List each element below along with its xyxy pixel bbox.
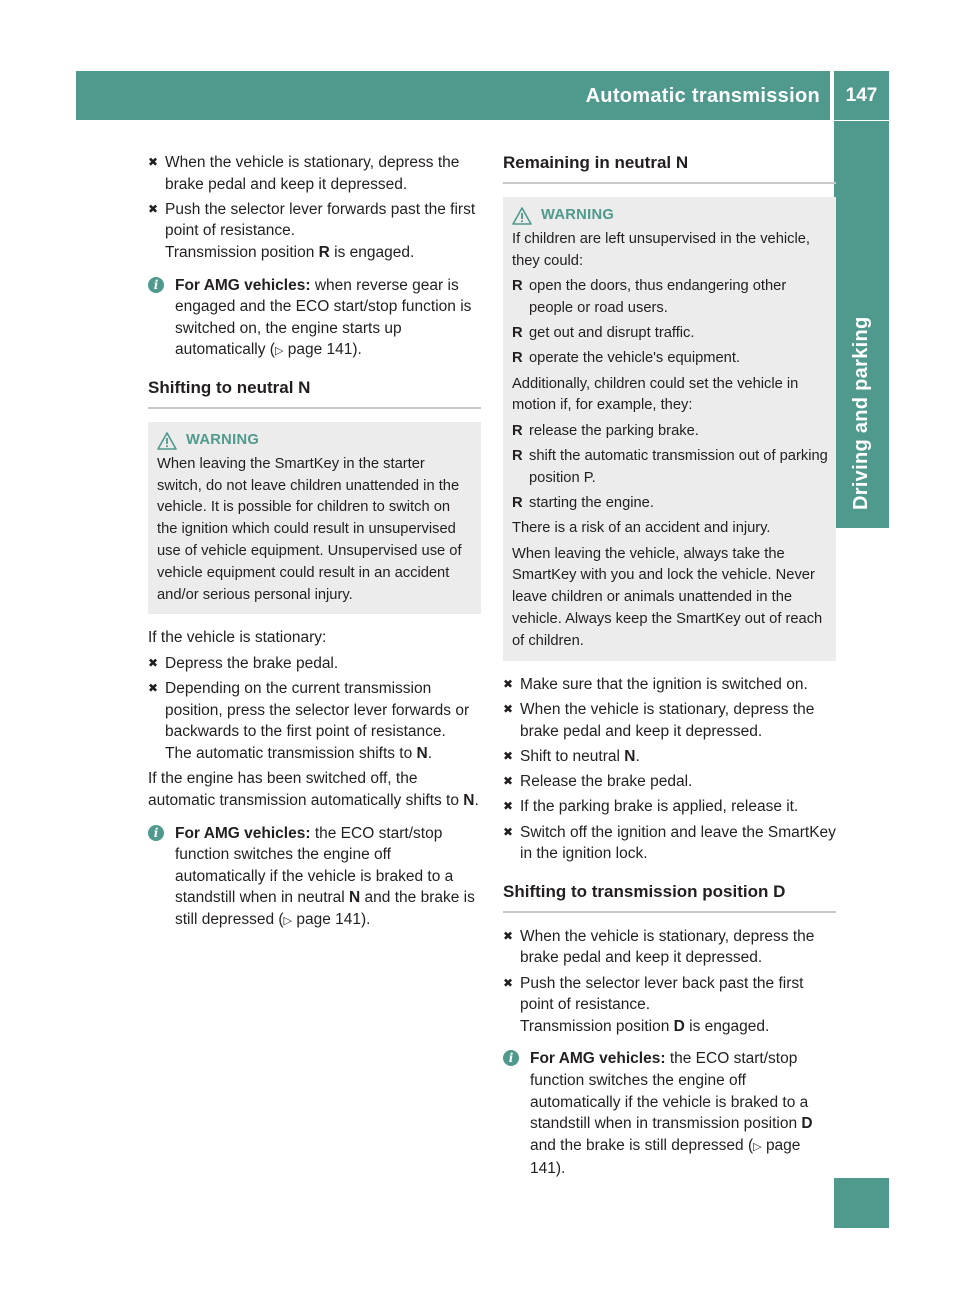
info-icon: i [503, 1050, 519, 1066]
info-note: i For AMG vehicles: the ECO start/stop function switches the engine off automatically if the vehicle is braked to a standstill when in neutral N and the brake is still depressed (▷ page 141). [148, 823, 481, 933]
step-item: ✖ Push the selector lever back past the first point of resistance. Transmission position D is engaged. [503, 974, 804, 1035]
step-arrow-icon: ✖ [503, 701, 514, 716]
step-item: ✖ When the vehicle is stationary, depress the brake pedal and keep it depressed. [503, 700, 815, 740]
step-item: ✖ Depress the brake pedal. [148, 653, 481, 675]
page-ref-icon: ▷ [274, 345, 284, 358]
step-arrow-icon: ✖ [503, 975, 514, 990]
step-item: ✖ Make sure that the ignition is switched on. [503, 674, 836, 696]
list-item: R open the doors, thus endangering other people or road users. [512, 277, 787, 316]
page-reference-link[interactable]: page 141). [287, 341, 362, 359]
warning-text: When leaving the vehicle, always take the SmartKey with you and lock the vehicle. Never leave children or animals unattended in the vehicle. Always keep the SmartKey out of reach of children. [512, 545, 823, 649]
page-number: 147 [845, 85, 878, 106]
step-item: ✖ Switch off the ignition and leave the SmartKey in the ignition lock. [503, 823, 836, 863]
info-icon: i [148, 825, 164, 841]
page-title: Automatic transmission [585, 85, 820, 107]
page-ref-icon: ▷ [283, 914, 293, 927]
warning-box [503, 197, 836, 661]
step-item: ✖ Release the brake pedal. [503, 771, 836, 793]
left-column [148, 152, 481, 947]
list-item: R get out and disrupt traffic. [512, 324, 695, 341]
step-arrow-icon: ✖ [503, 928, 514, 943]
step-item: ✖ When the vehicle is stationary, depress the brake pedal and keep it depressed. [148, 154, 460, 193]
step-item: ✖ Shift to neutral N. [503, 746, 836, 768]
info-note: i For AMG vehicles: when reverse gear is engaged and the ECO start/stop function is switched on, the engine starts up automatically (▷ page 141). [148, 275, 481, 363]
step-arrow-icon: ✖ [503, 676, 514, 691]
list-item: R operate the vehicle's equipment. [512, 350, 741, 367]
step-arrow-icon: ✖ [148, 155, 159, 169]
page-reference-link[interactable]: page 141). [530, 1136, 801, 1178]
warning-text: Additionally, children could set the vehicle in motion if, for example, they: [512, 375, 799, 414]
warning-triangle-icon [512, 207, 532, 225]
step-item: ✖ When the vehicle is stationary, depress the brake pedal and keep it depressed. [503, 927, 815, 967]
step-item: ✖ Push the selector lever forwards past the first point of resistance. Transmission position R is engaged. [148, 200, 476, 262]
side-tab-label: Driving and parking [850, 316, 872, 510]
warning-label: WARNING [186, 432, 260, 449]
paragraph: If the vehicle is stationary: [148, 629, 327, 647]
step-arrow-icon: ✖ [503, 824, 514, 839]
page-reference-link[interactable]: page 141). [296, 910, 371, 928]
warning-text: There is a risk of an accident and injury. [512, 520, 771, 537]
section-title: Shifting to neutral N [148, 377, 481, 409]
step-item: ✖ If the parking brake is applied, release it. [503, 796, 836, 818]
section-title: Shifting to transmission position D [503, 881, 836, 913]
page-ref-icon: ▷ [753, 1140, 762, 1153]
corner-tab [834, 1178, 889, 1228]
step-arrow-icon: ✖ [503, 799, 514, 814]
list-item: R release the parking brake. [512, 422, 699, 439]
warning-text: If children are left unsupervised in the vehicle, they could: [512, 230, 810, 269]
info-note: i For AMG vehicles: the ECO start/stop function switches the engine off automatically if the vehicle is braked to a standstill when in transmission position D and the brake is still depressed (▷ page 141). [503, 1048, 836, 1180]
step-arrow-icon: ✖ [503, 774, 514, 789]
warning-label: WARNING [541, 207, 615, 223]
warning-box [148, 422, 481, 614]
warning-triangle-icon [157, 432, 177, 450]
step-arrow-icon: ✖ [148, 201, 159, 216]
list-item: R starting the engine. [512, 495, 654, 512]
list-item: R shift the automatic transmission out of parking position P. [512, 447, 828, 486]
info-icon: i [148, 277, 164, 293]
step-arrow-icon: ✖ [148, 681, 159, 696]
step-item: ✖ Depending on the current transmission position, press the selector lever forwards or backwards to the first point of resistance. The automatic transmission shifts to N. [148, 680, 470, 763]
warning-text: When leaving the SmartKey in the starter switch, do not leave children unattended in the vehicle. It is possible for children to switch on the ignition which could result in unsupervised use of vehicle equipment. Unsupervised use of vehicle equipment could result in an accident and/or serious personal injury. [157, 455, 462, 603]
step-arrow-icon: ✖ [503, 748, 514, 763]
paragraph: If the engine has been switched off, the automatic transmission automatically shifts to N. [148, 770, 479, 809]
right-column [503, 152, 836, 1194]
section-title: Remaining in neutral N [503, 152, 836, 184]
step-arrow-icon: ✖ [148, 656, 159, 670]
